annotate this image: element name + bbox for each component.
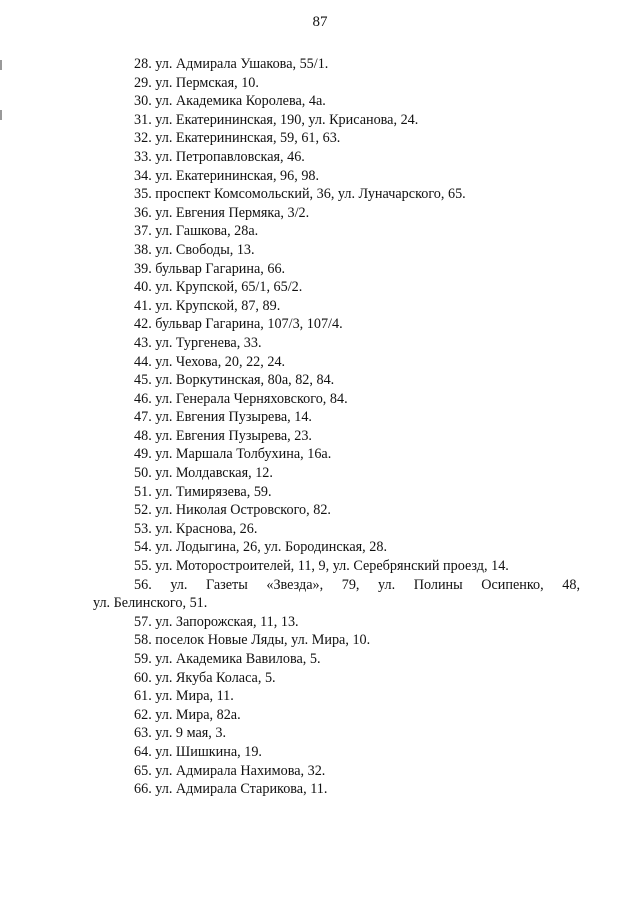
list-item-text: 30. ул. Академика Королева, 4а. (134, 93, 326, 110)
list-item (0, 743, 640, 762)
list-item-text: 29. ул. Пермская, 10. (134, 74, 259, 91)
list-item-text: 44. ул. Чехова, 20, 22, 24. (134, 353, 286, 370)
list-item (0, 631, 640, 650)
list-item (0, 92, 640, 111)
list-item (0, 669, 640, 688)
list-item-text: 66. ул. Адмирала Старикова, 11. (134, 781, 328, 798)
list-item (0, 148, 640, 167)
list-item-text: 31. ул. Екатерининская, 190, ул. Крисанова, 24. (134, 111, 419, 128)
list-item-text: 36. ул. Евгения Пермяка, 3/2. (134, 204, 310, 221)
list-item (0, 371, 640, 390)
list-item (0, 129, 640, 148)
list-item (0, 241, 640, 260)
list-item-text: 35. проспект Комсомольский, 36, ул. Луначарского, 65. (134, 186, 466, 203)
list-item-text: 60. ул. Якуба Коласа, 5. (134, 669, 276, 686)
list-item-text: 45. ул. Воркутинская, 80а, 82, 84. (134, 372, 335, 389)
list-item (0, 185, 640, 204)
list-item (0, 297, 640, 316)
list-item-text: 28. ул. Адмирала Ушакова, 55/1. (134, 56, 329, 72)
list-item (0, 650, 640, 669)
list-item-text: 48. ул. Евгения Пузырева, 23. (134, 427, 312, 444)
list-item (0, 501, 640, 520)
list-item-text: 49. ул. Маршала Толбухина, 16а. (134, 446, 332, 463)
list-item (0, 278, 640, 297)
list-item-text: 46. ул. Генерала Черняховского, 84. (134, 390, 348, 407)
list-item (0, 427, 640, 446)
list-item (0, 687, 640, 706)
list-item-text: ул. Белинского, 51. (93, 595, 208, 612)
list-item (0, 260, 640, 279)
list-item (0, 613, 640, 632)
list-item (0, 111, 640, 130)
list-item-text: 50. ул. Молдавская, 12. (134, 465, 273, 482)
page-number: 87 (312, 14, 328, 30)
list-item (0, 780, 640, 799)
list-item (0, 576, 640, 595)
list-item-text: 59. ул. Академика Вавилова, 5. (134, 651, 321, 667)
list-item (0, 55, 640, 74)
list-item-text: 37. ул. Гашкова, 28а. (134, 223, 259, 240)
list-item (0, 222, 640, 241)
list-item-text: 34. ул. Екатерининская, 96, 98. (134, 167, 320, 184)
list-item-text: 41. ул. Крупской, 87, 89. (134, 297, 281, 314)
list-item (0, 557, 640, 576)
list-item-text: 42. бульвар Гагарина, 107/3, 107/4. (134, 316, 343, 333)
list-item-text: 65. ул. Адмирала Нахимова, 32. (134, 762, 326, 779)
list-item (0, 334, 640, 353)
list-item-text: 58. поселок Новые Ляды, ул. Мира, 10. (134, 632, 371, 649)
list-item (0, 167, 640, 186)
list-item (0, 445, 640, 464)
list-item (0, 520, 640, 539)
list-item-text: 52. ул. Николая Островского, 82. (134, 502, 331, 519)
list-item-text: 39. бульвар Гагарина, 66. (134, 260, 286, 277)
list-item-text: 63. ул. 9 мая, 3. (134, 725, 227, 742)
list-item-text: 47. ул. Евгения Пузырева, 14. (134, 409, 312, 426)
list-item (0, 74, 640, 93)
list-item (0, 390, 640, 409)
list-item (0, 538, 640, 557)
list-item-text: 62. ул. Мира, 82а. (134, 706, 241, 723)
list-item-text: 33. ул. Петропавловская, 46. (134, 148, 305, 165)
list-item (0, 724, 640, 743)
list-item (0, 464, 640, 483)
list-item-text: 54. ул. Лодыгина, 26, ул. Бородинская, 28. (134, 539, 387, 556)
list-item-text: 53. ул. Краснова, 26. (134, 520, 258, 537)
list-item-text: 61. ул. Мира, 11. (134, 688, 234, 705)
list-item-text: 55. ул. Моторостроителей, 11, 9, ул. Серебрянский проезд, 14. (134, 558, 509, 575)
list-item (0, 204, 640, 223)
list-item (0, 483, 640, 502)
list-item-text: 51. ул. Тимирязева, 59. (134, 483, 272, 500)
list-item-text: 32. ул. Екатерининская, 59, 61, 63. (134, 130, 341, 147)
list-item-text: 64. ул. Шишкина, 19. (134, 743, 262, 760)
list-item-text: 40. ул. Крупской, 65/1, 65/2. (134, 279, 303, 296)
list-item (0, 315, 640, 334)
list-item-text: 57. ул. Запорожская, 11, 13. (134, 613, 299, 630)
address-list (0, 55, 640, 799)
list-item-text: 43. ул. Тургенева, 33. (134, 334, 262, 351)
list-item (0, 353, 640, 372)
list-item (0, 762, 640, 781)
list-item (0, 408, 640, 427)
list-item (0, 706, 640, 725)
list-item-text: 38. ул. Свободы, 13. (134, 241, 255, 258)
list-item-text: 56. ул. Газеты «Звезда», 79, ул. Полины Осипенко, 48, (134, 576, 580, 593)
list-item-continuation (0, 594, 640, 613)
